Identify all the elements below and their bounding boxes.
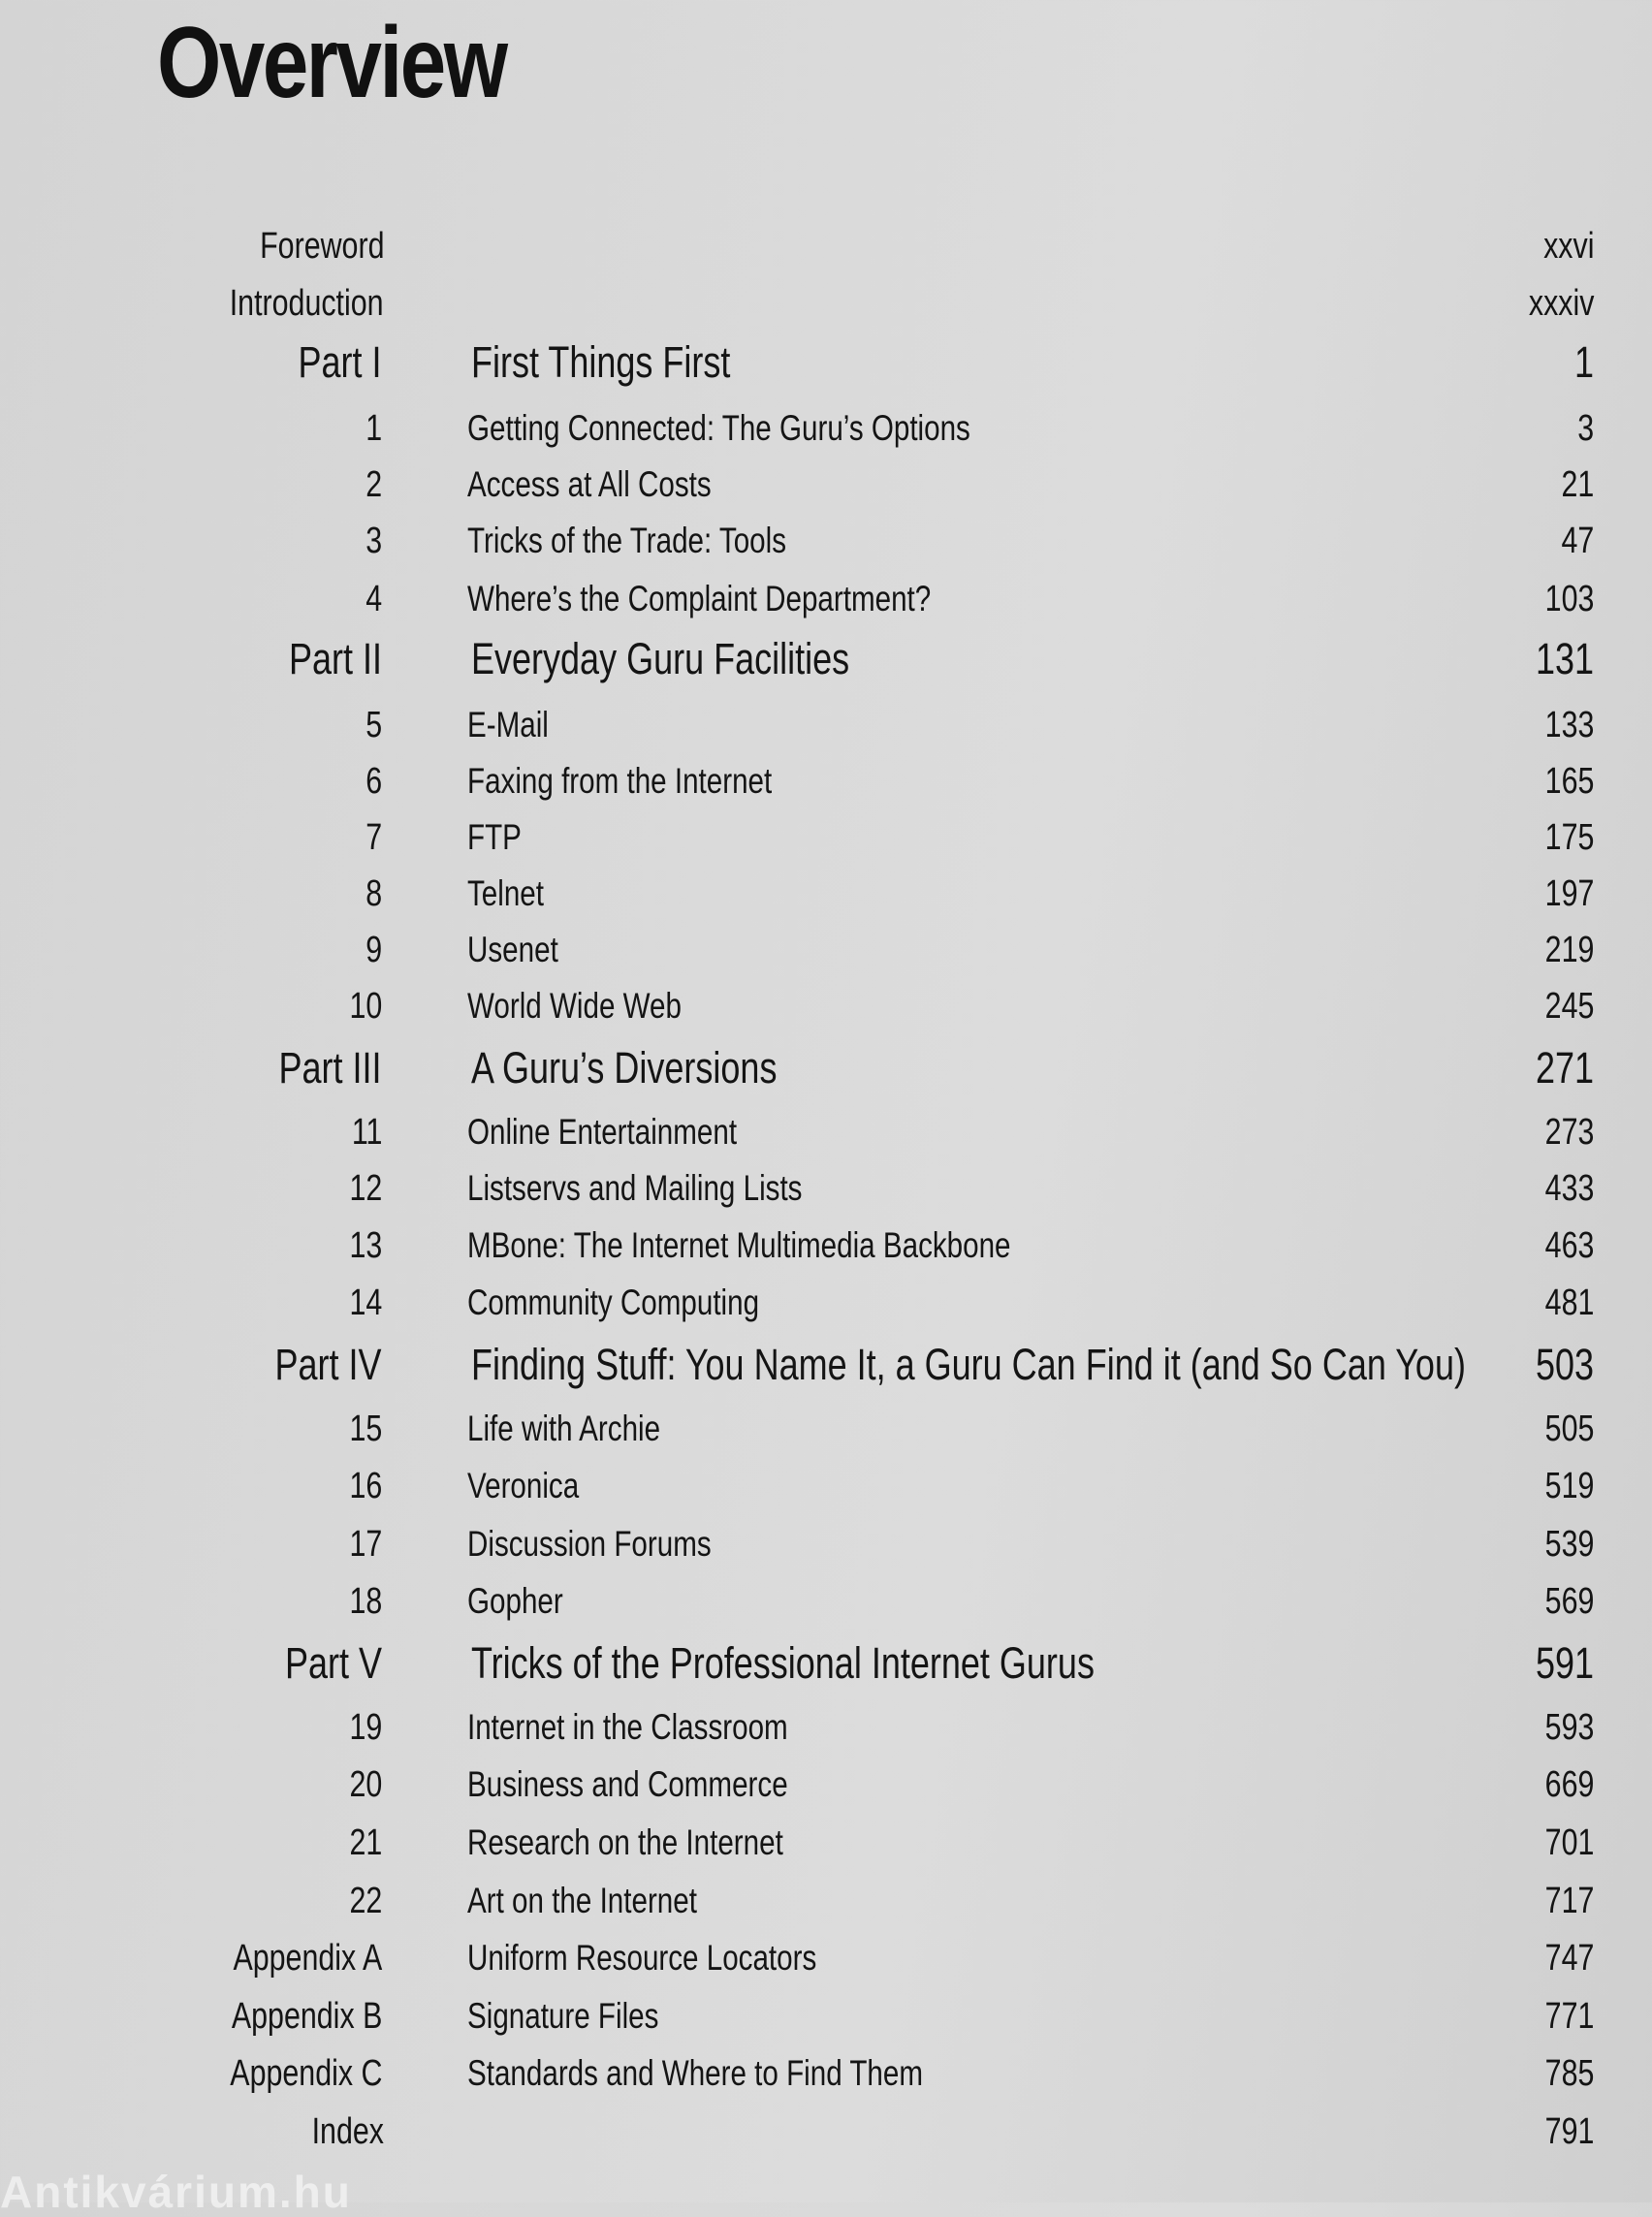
toc-part-title: First Things First [471, 337, 731, 387]
toc-number: 8 [365, 873, 382, 914]
toc-number: 19 [349, 1707, 382, 1748]
toc-part-title: Everyday Guru Facilities [471, 634, 850, 683]
toc-row-chapter-6 [0, 754, 1652, 808]
toc-chapter-title: MBone: The Internet Multimedia Backbone [467, 1225, 1011, 1265]
toc-row-appendix-b [0, 1989, 1652, 2043]
toc-row-index [0, 2105, 1652, 2159]
toc-page-number: 569 [1544, 1581, 1594, 1622]
toc-number: 17 [349, 1524, 382, 1565]
toc-page-number: 791 [1544, 2111, 1594, 2152]
toc-chapter-title: Tricks of the Trade: Tools [467, 521, 787, 560]
toc-number: 20 [349, 1764, 382, 1805]
toc-number: 7 [365, 817, 382, 858]
toc-number: 5 [365, 705, 382, 745]
toc-row-chapter-8 [0, 867, 1652, 921]
toc-chapter-title: Telnet [467, 873, 544, 913]
toc-page-number: 463 [1544, 1225, 1594, 1266]
toc-page-number: 103 [1544, 579, 1594, 619]
toc-number: Appendix A [233, 1938, 382, 1979]
toc-part-title: A Guru’s Diversions [471, 1043, 778, 1093]
toc-number: Index [311, 2111, 384, 2152]
toc-number: 9 [365, 930, 382, 970]
toc-page-number: 21 [1561, 464, 1594, 505]
toc-page-number: 3 [1577, 408, 1594, 449]
toc-row-chapter-4 [0, 572, 1652, 626]
toc-number: Introduction [230, 283, 384, 324]
toc-page-number: 701 [1544, 1822, 1594, 1863]
toc-row-chapter-5 [0, 698, 1652, 752]
toc-page-number: 245 [1544, 986, 1594, 1027]
toc-page-number: 165 [1544, 761, 1594, 802]
toc-row-part-4 [0, 1338, 1652, 1392]
toc-number: 21 [349, 1822, 382, 1863]
toc-chapter-title: Art on the Internet [467, 1881, 697, 1920]
watermark: Antikvárium.hu [0, 2167, 352, 2217]
toc-page-number: xxvi [1542, 226, 1594, 267]
toc-number: 3 [365, 521, 382, 561]
toc-chapter-title: Signature Files [467, 1996, 659, 2036]
toc-row-part-2 [0, 632, 1652, 686]
toc-number: 12 [349, 1168, 382, 1209]
toc-page-number: 503 [1535, 1340, 1594, 1389]
toc-row-introduction [0, 276, 1652, 331]
toc-chapter-title: Internet in the Classroom [467, 1707, 788, 1747]
toc-number: Appendix C [229, 2053, 382, 2094]
toc-row-chapter-13 [0, 1219, 1652, 1273]
toc-row-chapter-9 [0, 923, 1652, 977]
toc-chapter-title: Veronica [467, 1466, 580, 1505]
toc-part-label: Part III [278, 1043, 382, 1093]
toc-chapter-title: Listservs and Mailing Lists [467, 1168, 803, 1208]
toc-page-number: 593 [1544, 1707, 1594, 1748]
toc-chapter-title: Community Computing [467, 1283, 760, 1322]
toc-row-foreword [0, 219, 1652, 273]
toc-page-number: 1 [1573, 337, 1594, 387]
toc-page-number: 175 [1544, 817, 1594, 858]
toc-chapter-title: Uniform Resource Locators [467, 1938, 817, 1978]
toc-number: 14 [349, 1283, 382, 1323]
toc-part-label: Part I [298, 337, 382, 387]
toc-row-chapter-10 [0, 979, 1652, 1033]
toc-chapter-title: Standards and Where to Find Them [467, 2053, 924, 2093]
toc-row-chapter-15 [0, 1402, 1652, 1456]
toc-chapter-title: E-Mail [467, 705, 549, 744]
toc-chapter-title: Research on the Internet [467, 1822, 783, 1862]
toc-page-number: 539 [1544, 1524, 1594, 1565]
toc-page-number: 519 [1544, 1466, 1594, 1506]
toc-chapter-title: Business and Commerce [467, 1764, 788, 1804]
toc-page-number: 133 [1544, 705, 1594, 745]
toc-chapter-title: Faxing from the Internet [467, 761, 773, 801]
toc-chapter-title: FTP [467, 817, 522, 857]
toc-number: 4 [365, 579, 382, 619]
toc-number: Foreword [259, 226, 384, 267]
toc-row-chapter-11 [0, 1105, 1652, 1159]
toc-row-chapter-17 [0, 1517, 1652, 1571]
toc-row-chapter-14 [0, 1276, 1652, 1330]
toc-part-label: Part II [288, 634, 382, 683]
toc-row-appendix-a [0, 1931, 1652, 1985]
toc-number: 2 [365, 464, 382, 505]
page-title: Overview [157, 7, 506, 119]
toc-chapter-title: Online Entertainment [467, 1112, 738, 1152]
toc-part-title: Tricks of the Professional Internet Gurus [471, 1638, 1095, 1688]
toc-number: Appendix B [231, 1996, 382, 2037]
toc-number: 15 [349, 1409, 382, 1449]
toc-number: 13 [349, 1225, 382, 1266]
toc-page-number: 747 [1544, 1938, 1594, 1979]
toc-chapter-title: Discussion Forums [467, 1524, 712, 1564]
toc-row-chapter-18 [0, 1574, 1652, 1629]
toc-row-chapter-7 [0, 810, 1652, 865]
toc-page-number: xxxiv [1528, 283, 1594, 324]
toc-page-number: 219 [1544, 930, 1594, 970]
toc-number: 1 [365, 408, 382, 449]
toc-number: 6 [365, 761, 382, 802]
toc-page-number: 433 [1544, 1168, 1594, 1209]
toc-page-number: 785 [1544, 2053, 1594, 2094]
toc-page-number: 481 [1544, 1283, 1594, 1323]
toc-row-part-5 [0, 1636, 1652, 1691]
toc-page-number: 591 [1535, 1638, 1594, 1688]
toc-page-number: 271 [1535, 1043, 1594, 1093]
toc-chapter-title: Life with Archie [467, 1409, 661, 1448]
toc-row-chapter-22 [0, 1874, 1652, 1928]
toc-chapter-title: World Wide Web [467, 986, 682, 1026]
toc-page-number: 505 [1544, 1409, 1594, 1449]
toc-number: 10 [349, 986, 382, 1027]
toc-row-chapter-16 [0, 1459, 1652, 1513]
toc-row-appendix-c [0, 2046, 1652, 2101]
toc-chapter-title: Getting Connected: The Guru’s Options [467, 408, 970, 448]
toc-row-chapter-20 [0, 1758, 1652, 1812]
toc-number: 22 [349, 1881, 382, 1921]
toc-page-number: 131 [1535, 634, 1594, 683]
toc-row-chapter-1 [0, 401, 1652, 456]
toc-part-label: Part IV [274, 1340, 382, 1389]
toc-row-chapter-21 [0, 1816, 1652, 1870]
toc-row-chapter-3 [0, 514, 1652, 568]
toc-page-number: 273 [1544, 1112, 1594, 1153]
toc-page-number: 669 [1544, 1764, 1594, 1805]
toc-page-number: 47 [1561, 521, 1594, 561]
toc-row-chapter-19 [0, 1700, 1652, 1755]
toc-chapter-title: Access at All Costs [467, 464, 712, 504]
toc-number: 18 [349, 1581, 382, 1622]
toc-part-title: Finding Stuff: You Name It, a Guru Can Find it (and So Can You) [471, 1340, 1466, 1389]
toc-number: 11 [351, 1112, 382, 1153]
toc-page-number: 771 [1544, 1996, 1594, 2037]
toc-chapter-title: Gopher [467, 1581, 563, 1621]
toc-chapter-title: Usenet [467, 930, 558, 969]
toc-row-part-1 [0, 335, 1652, 390]
toc-row-chapter-12 [0, 1161, 1652, 1216]
toc-chapter-title: Where’s the Complaint Department? [467, 579, 932, 618]
toc-number: 16 [349, 1466, 382, 1506]
toc-page-number: 197 [1544, 873, 1594, 914]
toc-row-part-3 [0, 1041, 1652, 1095]
toc-row-chapter-2 [0, 458, 1652, 512]
toc-part-label: Part V [284, 1638, 382, 1688]
toc-page-number: 717 [1544, 1881, 1594, 1921]
